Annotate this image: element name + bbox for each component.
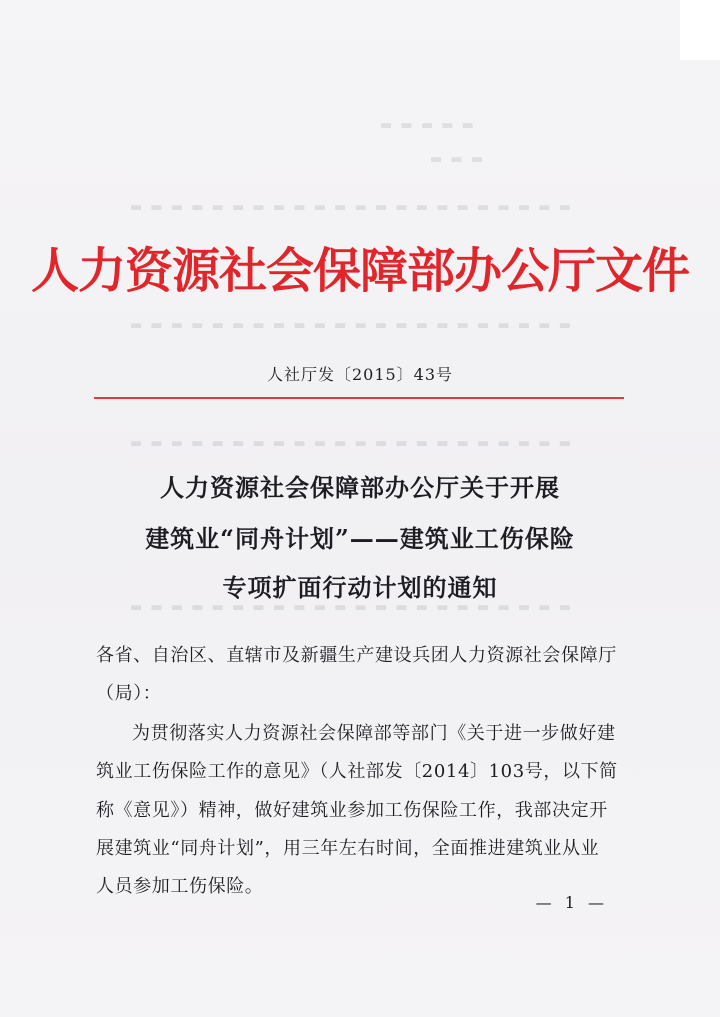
show-through-texture: ▬ ▬ ▬ (430, 152, 486, 167)
paragraph-1-line-3: 称《意见》）精神，做好建筑业参加工伤保险工作，我部决定开 (96, 800, 608, 821)
paragraph-1-line-1: 为贯彻落实人力资源社会保障部等部门《关于进一步做好建 (132, 723, 616, 744)
issuing-org-header: 人力资源社会保障部办公厅文件 (30, 243, 689, 299)
page-number: — 1 — (535, 893, 608, 912)
addressee-line-2: （局）： (96, 683, 162, 704)
notice-title-line-3: 专项扩面行动计划的通知 (222, 573, 498, 602)
show-through-texture: ▬ ▬ ▬ ▬ ▬ ▬ ▬ ▬ ▬ ▬ ▬ ▬ ▬ ▬ ▬ ▬ ▬ ▬ ▬ ▬ ▬ ▬ (130, 200, 573, 215)
show-through-texture: ▬ ▬ ▬ ▬ ▬ ▬ ▬ ▬ ▬ ▬ ▬ ▬ ▬ ▬ ▬ ▬ ▬ ▬ ▬ ▬ ▬ ▬ (130, 600, 573, 615)
show-through-texture: ▬ ▬ ▬ ▬ ▬ ▬ ▬ ▬ ▬ ▬ ▬ ▬ ▬ ▬ ▬ ▬ ▬ ▬ ▬ ▬ ▬ ▬ (130, 436, 573, 451)
red-separator-line (94, 397, 624, 399)
page-corner (680, 0, 720, 60)
document-number: 人社厅发〔2015〕43号 (266, 365, 454, 384)
show-through-texture: ▬ ▬ ▬ ▬ ▬ ▬ ▬ ▬ ▬ ▬ ▬ ▬ ▬ ▬ ▬ ▬ ▬ ▬ ▬ ▬ ▬ ▬ (130, 318, 573, 333)
paragraph-1-line-2: 筑业工伤保险工作的意见》（人社部发〔2014〕103号，以下简 (96, 761, 618, 782)
paragraph-1-line-4: 展建筑业“同舟计划”，用三年左右时间，全面推进建筑业从业 (96, 838, 600, 859)
addressee-line-1: 各省、自治区、直辖市及新疆生产建设兵团人力资源社会保障厅 (96, 645, 617, 666)
notice-title-line-2: 建筑业“同舟计划”——建筑业工伤保险 (145, 524, 575, 553)
paragraph-1-line-5: 人员参加工伤保险。 (96, 876, 264, 897)
notice-title-line-1: 人力资源社会保障部办公厅关于开展 (160, 473, 560, 502)
show-through-texture: ▬ ▬ ▬ ▬ ▬ (380, 118, 476, 133)
